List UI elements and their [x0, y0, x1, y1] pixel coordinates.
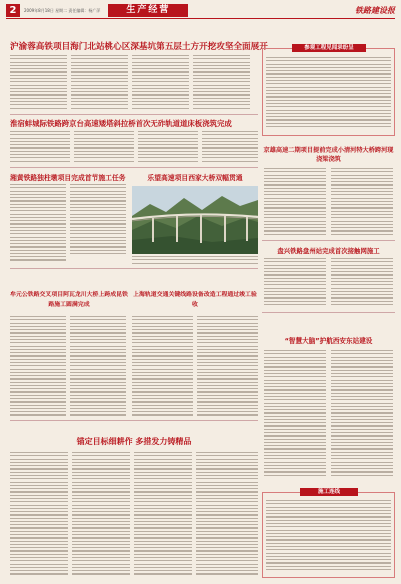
features-box-title: 参观工程见闻录纷呈	[292, 44, 366, 52]
section-banner: 生产经营	[108, 4, 188, 17]
article5-headline: 牟元公铁路交叉项目阿瓦龙川大桥上跨成昆铁路施工圆满完成	[10, 292, 128, 308]
right-article3-text-col2	[331, 350, 393, 480]
article5-text-col2	[70, 316, 126, 418]
article5-text-col1	[10, 316, 66, 418]
article6-headline: 上海轨道交通关键线路设备改造工程通过竣工验收	[133, 292, 257, 308]
article7-headline: 锚定目标细耕作 多措发力铸精品	[76, 437, 192, 446]
right-article3-headline: “智慧大脑”护航西安东站建设	[284, 337, 373, 345]
dateline: 2009年8月18日 星期二 责任编辑：杨广萍	[24, 7, 101, 13]
right-article2-headline: 盘兴铁路盘州站完成首次接触网施工	[277, 247, 380, 255]
article7-text-col1	[10, 452, 68, 578]
right-article3-text-col1	[264, 350, 326, 480]
right-article1-text-col1	[264, 168, 326, 238]
lead-text-col2	[71, 55, 128, 111]
article2-headline: 淮宿蚌城际铁路跨京台高速矮塔斜拉桥首次无砟轨道道床板浇筑完成	[10, 119, 232, 128]
article6-text-col2	[197, 316, 258, 418]
masthead: 铁路建设报	[355, 5, 395, 15]
header-rule	[6, 18, 395, 19]
divider	[262, 240, 395, 241]
article7-text-col2	[72, 452, 130, 578]
bridge-photo	[132, 186, 258, 254]
bridge-photo-caption	[132, 256, 258, 266]
divider	[262, 312, 395, 313]
lead-text-col1	[10, 55, 67, 111]
construction-news-title: 施工连线	[300, 488, 358, 496]
page-number: 2	[6, 4, 20, 17]
article6-text-col1	[132, 316, 193, 418]
right-article1-text-col2	[331, 168, 393, 238]
divider	[10, 420, 258, 421]
right-article2-text-col2	[331, 258, 393, 310]
page-header	[6, 4, 395, 17]
article2-text-col3	[138, 131, 198, 165]
article3-headline: 湘黄铁路独柱墩项目完成首节施工任务	[10, 174, 126, 182]
article3-text-col2	[70, 184, 126, 264]
right-article1-headline: 京雄高速二期项目提前完成小清河特大桥跨河现浇梁浇筑	[263, 147, 394, 163]
divider	[10, 114, 258, 115]
article7-text-col4	[196, 452, 258, 578]
features-box-text	[266, 57, 391, 132]
divider	[10, 167, 258, 168]
divider	[10, 268, 258, 269]
article7-text-col3	[134, 452, 192, 578]
article4-headline: 乐望高速项目西家大桥双幅贯通	[147, 174, 243, 182]
construction-news-text	[266, 500, 391, 574]
lead-headline: 沪渝蓉高铁项目海门北站桃心区深基坑第五层土方开挖攻坚全面展开	[10, 42, 268, 52]
article3-text-col1	[10, 184, 66, 264]
article2-text-col1	[10, 131, 70, 165]
lead-text-col3	[132, 55, 189, 111]
right-article2-text-col1	[264, 258, 326, 310]
lead-text-col4	[193, 55, 250, 111]
article2-text-col4	[202, 131, 258, 165]
bridge-photo-illustration	[132, 186, 258, 254]
article2-text-col2	[74, 131, 134, 165]
